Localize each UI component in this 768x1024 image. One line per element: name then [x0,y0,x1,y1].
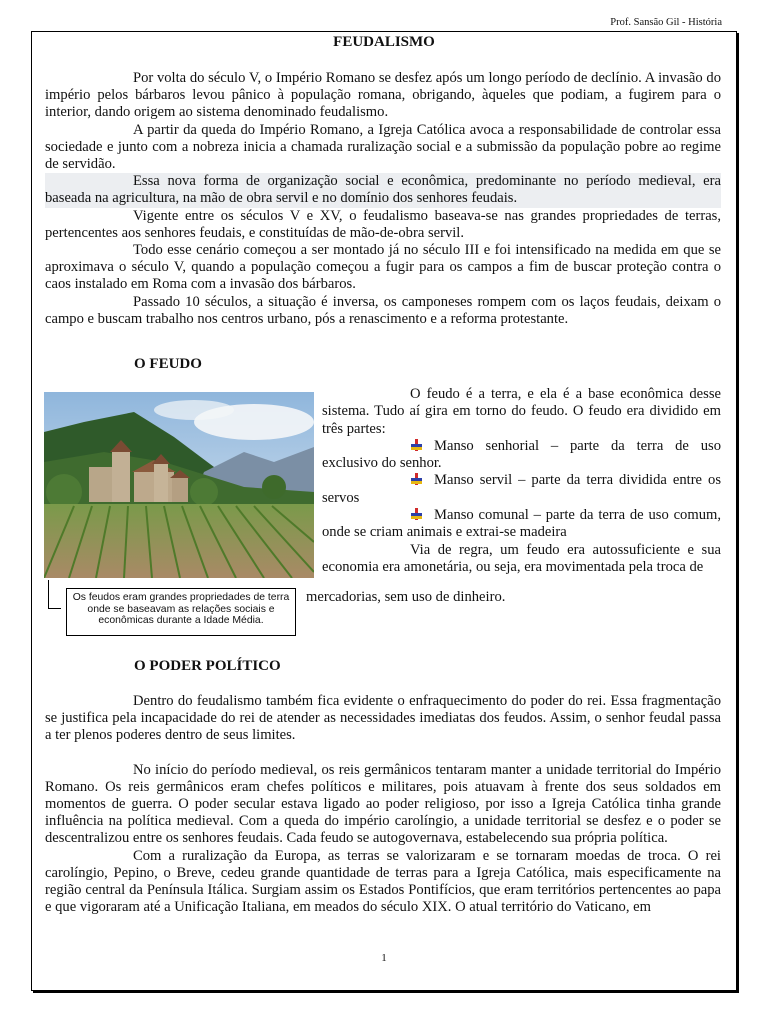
intro-paragraph: Todo esse cenário começou a ser montado já no século III e foi intensificado na medida em que se aproximava o século V, quando a população começou a fugir para os campos a fim de buscar proteção contra o caos instalado em Roma com a invasão dos bárbaros. [45,242,721,293]
cross-bullet-icon [410,508,424,520]
intro-paragraph: Vigente entre os séculos V e XV, o feudalismo baseava-se nas grandes propriedades de terras, pertencentes aos senhores feudais, e constituídas de mão-de-obra servil. [45,207,721,241]
feudo-paragraph: O feudo é a terra, e ela é a base econômica desse sistema. Tudo aí gira em torno do feudo. O feudo era dividido em três partes: [322,386,721,437]
feudo-paragraph-end: mercadorias, sem uso de dinheiro. [306,589,506,605]
list-item-text: Manso senhorial – parte da terra de uso exclusivo do senhor. [322,437,721,472]
intro-paragraph-highlighted: Essa nova forma de organização social e econômica, predominante no período medieval, era baseada na agricultura, na mão de obra servil e no domínio dos senhores feudais. [45,173,721,207]
feudo-text [322,386,721,576]
castle-vineyard-photo [44,392,314,578]
section-heading-poder: O PODER POLÍTICO [134,658,281,674]
feudo-paragraph: Via de regra, um feudo era autossuficiente e sua economia era amonetária, ou seja, era movimentada pela troca de [322,541,721,575]
list-item-text: Manso comunal – parte da terra de uso comum, onde se criam animais e extrai-se madeira [322,507,721,541]
poder-paragraph: Dentro do feudalismo também fica evidente o enfraquecimento do poder do rei. Essa fragmentação se justifica pela incapacidade do rei de atender as necessidades imediatas dos feudos. Assim, o senhor feudal passa a ter plenos poderes dentro de seus limites. [45,693,721,744]
page-number: 1 [381,952,387,964]
intro-paragraph: A partir da queda do Império Romano, a Igreja Católica avoca a responsabilidade de controlar essa sociedade e junto com a nobreza inicia a chamada ruralização social e a submissão da população pobre ao regime de servidão. [45,121,721,173]
intro-section [45,70,721,328]
intro-paragraph: Por volta do século V, o Império Romano se desfez após um longo período de declínio. A invasão do império pelos bárbaros levou pânico à população romana, obrigando, àqueles que podiam, a fugirem para o interior, dando origem ao sistema denominado feudalismo. [45,70,721,121]
section-heading-feudo: O FEUDO [134,356,202,372]
list-item [322,507,721,542]
list-item [322,438,721,473]
cross-bullet-icon [410,473,424,485]
author-note: Prof. Sansão Gil - História [610,17,722,28]
caption-connector [48,580,61,609]
cross-bullet-icon [410,439,424,451]
list-item [322,472,721,507]
document-title: FEUDALISMO [333,34,435,50]
intro-paragraph: Passado 10 séculos, a situação é inversa, os camponeses rompem com os laços feudais, deixam o campo e buscam trabalho nos centros urbano, pós a renascimento e a reforma protestante. [45,293,721,327]
list-item-text: Manso servil – parte da terra dividida entre os servos [322,472,721,506]
poder-section [45,693,721,916]
poder-paragraph: No início do período medieval, os reis germânicos tentaram manter a unidade territorial do Império Romano. Os reis germânicos eram chefes políticos e militares, pois atuavam à frente dos seus soldados em momentos de guerra. O poder secular estava ligado ao poder religioso, por isso a Igreja Católica tinha grande influência na política medieval. Com a queda do império carolíngio, a unidade territorial se desfez e o poder se descentralizou entre os senhores feudais. Cada feudo se autogovernava, estabelecendo sua própria política. [45,761,721,847]
poder-paragraph: Com a ruralização da Europa, as terras se valorizaram e se tornaram moedas de troca. O rei carolíngio, Pepino, o Breve, cedeu grande quantidade de terras para a Igreja Católica, mais especificamente na região central da Península Itálica. Surgiam assim os Estados Pontifícios, que eram territórios pertencentes ao papa e que vigoraram até a Unificação Italiana, em meados do século XIX. O atual território do Vaticano, em [45,847,721,916]
photo-caption: Os feudos eram grandes propriedades de terra onde se baseavam as relações sociais e econômicas durante a Idade Média. [66,588,296,636]
